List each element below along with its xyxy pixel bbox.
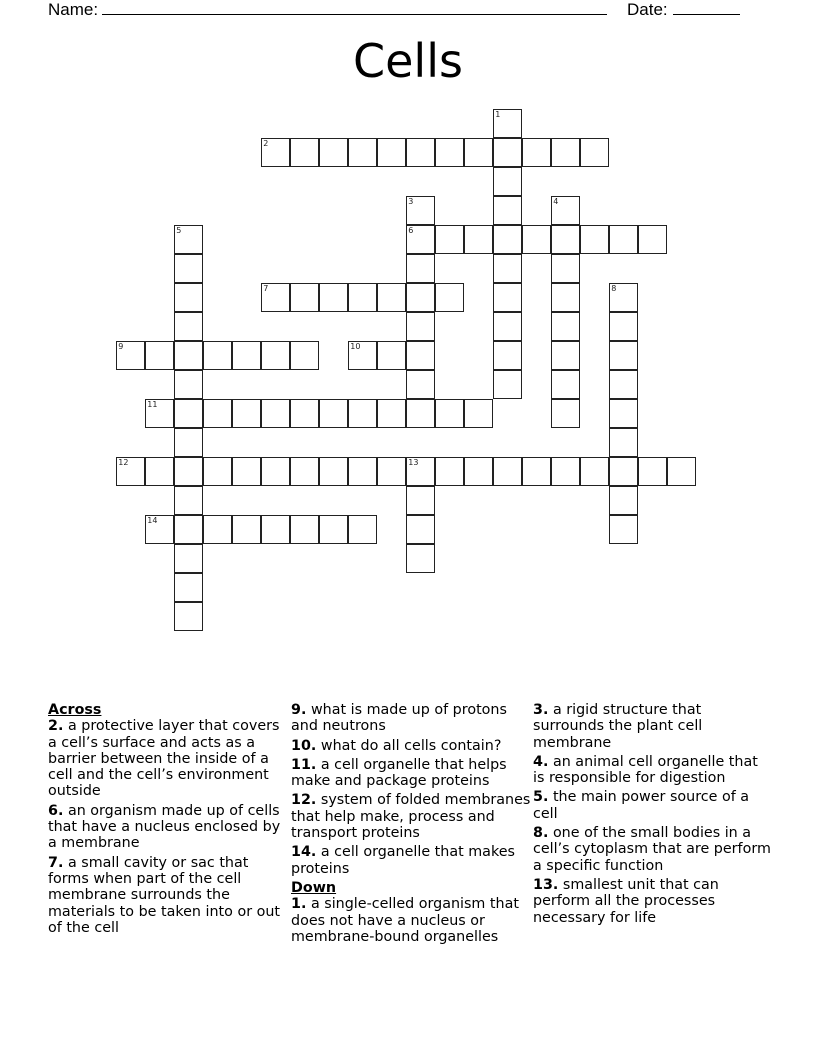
grid-cell[interactable] <box>348 138 377 167</box>
grid-cell[interactable] <box>609 428 638 457</box>
grid-cell[interactable] <box>522 225 551 254</box>
grid-cell[interactable] <box>609 457 638 486</box>
name-label: Name: <box>48 0 99 19</box>
grid-cell[interactable] <box>580 138 609 167</box>
grid-cell[interactable] <box>406 341 435 370</box>
clue-number: 4 <box>553 197 559 207</box>
clue-down-1: 1. a single-celled organism that does not have a nucleus or membrane-bound organelles <box>291 896 519 945</box>
clue-across-14: 14. a cell organelle that makes proteins <box>291 844 515 877</box>
grid-cell[interactable] <box>174 486 203 515</box>
clue-number: 2 <box>263 139 269 149</box>
clue-across-2: 2. a protective layer that covers a cell’s surface and acts as a barrier between the inside of a cell and the cell’s environment outside <box>48 718 280 800</box>
grid-cell[interactable] <box>261 283 290 312</box>
clue-across-6: 6. an organism made up of cells that have a nucleus enclosed by a membrane <box>48 802 281 852</box>
clue-down-8: 8. one of the small bodies in a cell’s cytoplasm that are perform a specific function <box>533 825 771 874</box>
grid-cell[interactable] <box>667 457 696 486</box>
date-label: Date: <box>627 0 668 19</box>
grid-cell[interactable] <box>435 138 464 167</box>
grid-cell[interactable] <box>406 254 435 283</box>
across-heading: Across <box>48 702 102 718</box>
grid-cell[interactable] <box>203 457 232 486</box>
clue-number: 6 <box>408 226 414 236</box>
grid-cell[interactable] <box>551 225 580 254</box>
page-title: Cells <box>353 34 463 88</box>
grid-cell[interactable] <box>348 399 377 428</box>
grid-cell[interactable] <box>580 457 609 486</box>
grid-cell[interactable] <box>116 457 145 486</box>
grid-cell[interactable] <box>232 515 261 544</box>
grid-cell[interactable] <box>493 109 522 138</box>
grid-cell[interactable] <box>493 370 522 399</box>
grid-cell[interactable] <box>406 544 435 573</box>
grid-cell[interactable] <box>551 283 580 312</box>
clue-across-12: 12. system of folded membranes that help make, process and transport proteins <box>291 792 531 842</box>
grid-cell[interactable] <box>174 602 203 631</box>
grid-cell[interactable] <box>406 138 435 167</box>
grid-cell[interactable] <box>609 225 638 254</box>
grid-cell[interactable] <box>493 225 522 254</box>
grid-cell[interactable] <box>493 457 522 486</box>
grid-cell[interactable] <box>348 457 377 486</box>
grid-cell[interactable] <box>551 370 580 399</box>
clue-across-11: 11. a cell organelle that helps make and package proteins <box>291 756 507 790</box>
grid-cell[interactable] <box>551 457 580 486</box>
clues-column-2 <box>291 702 531 948</box>
grid-cell[interactable] <box>493 312 522 341</box>
grid-cell[interactable] <box>319 283 348 312</box>
grid-cell[interactable] <box>464 138 493 167</box>
grid-cell[interactable] <box>261 138 290 167</box>
grid-cell[interactable] <box>261 515 290 544</box>
grid-cell[interactable] <box>261 399 290 428</box>
grid-cell[interactable] <box>203 399 232 428</box>
grid-cell[interactable] <box>203 515 232 544</box>
grid-cell[interactable] <box>638 457 667 486</box>
grid-cell[interactable] <box>348 341 377 370</box>
grid-cell[interactable] <box>406 312 435 341</box>
grid-cell[interactable] <box>174 312 203 341</box>
grid-cell[interactable] <box>464 457 493 486</box>
grid-cell[interactable] <box>406 486 435 515</box>
grid-cell[interactable] <box>377 138 406 167</box>
grid-cell[interactable] <box>406 283 435 312</box>
grid-cell[interactable] <box>406 457 435 486</box>
grid-cell[interactable] <box>493 138 522 167</box>
grid-cell[interactable] <box>348 515 377 544</box>
grid-cell[interactable] <box>609 399 638 428</box>
clue-number: 14 <box>147 516 158 526</box>
grid-cell[interactable] <box>377 283 406 312</box>
grid-cell[interactable] <box>319 515 348 544</box>
grid-cell[interactable] <box>522 138 551 167</box>
grid-cell[interactable] <box>232 399 261 428</box>
grid-cell[interactable] <box>145 515 174 544</box>
grid-cell[interactable] <box>174 544 203 573</box>
grid-cell[interactable] <box>638 225 667 254</box>
grid-cell[interactable] <box>232 341 261 370</box>
grid-cell[interactable] <box>261 341 290 370</box>
grid-cell[interactable] <box>435 457 464 486</box>
clue-down-5: 5. the main power source of a cell <box>533 789 750 822</box>
grid-cell[interactable] <box>406 225 435 254</box>
grid-cell[interactable] <box>232 457 261 486</box>
grid-cell[interactable] <box>319 138 348 167</box>
down-heading: Down <box>291 879 337 896</box>
clue-number: 8 <box>611 284 617 294</box>
clue-down-3: 3. a rigid structure that surrounds the plant cell membrane <box>533 702 703 751</box>
grid-cell[interactable] <box>609 341 638 370</box>
grid-cell[interactable] <box>203 341 232 370</box>
grid-cell[interactable] <box>551 399 580 428</box>
grid-cell[interactable] <box>174 254 203 283</box>
grid-cell[interactable] <box>290 399 319 428</box>
grid-cell[interactable] <box>377 399 406 428</box>
clue-across-9: 9. what is made up of protons and neutrons <box>291 702 507 735</box>
grid-cell[interactable] <box>116 341 145 370</box>
grid-cell[interactable] <box>145 341 174 370</box>
grid-cell[interactable] <box>174 573 203 602</box>
grid-cell[interactable] <box>174 370 203 399</box>
clues-column-3 <box>533 702 773 929</box>
grid-cell[interactable] <box>435 283 464 312</box>
grid-cell[interactable] <box>290 457 319 486</box>
grid-cell[interactable] <box>290 138 319 167</box>
clues-column-1 <box>48 702 288 939</box>
grid-cell[interactable] <box>493 341 522 370</box>
grid-cell[interactable] <box>406 515 435 544</box>
grid-cell[interactable] <box>493 196 522 225</box>
grid-cell[interactable] <box>435 399 464 428</box>
grid-cell[interactable] <box>609 486 638 515</box>
grid-cell[interactable] <box>551 312 580 341</box>
grid-cell[interactable] <box>609 515 638 544</box>
grid-cell[interactable] <box>348 283 377 312</box>
grid-cell[interactable] <box>290 283 319 312</box>
grid-cell[interactable] <box>551 138 580 167</box>
grid-cell[interactable] <box>609 283 638 312</box>
grid-cell[interactable] <box>551 341 580 370</box>
grid-cell[interactable] <box>609 370 638 399</box>
grid-cell[interactable] <box>261 457 290 486</box>
grid-cell[interactable] <box>493 283 522 312</box>
grid-cell[interactable] <box>406 196 435 225</box>
grid-cell[interactable] <box>464 399 493 428</box>
clue-number: 11 <box>147 400 158 410</box>
clue-number: 7 <box>263 284 269 294</box>
grid-cell[interactable] <box>174 457 203 486</box>
grid-cell[interactable] <box>377 457 406 486</box>
grid-cell[interactable] <box>609 312 638 341</box>
grid-cell[interactable] <box>406 399 435 428</box>
grid-cell[interactable] <box>290 515 319 544</box>
clue-number: 3 <box>408 197 414 207</box>
grid-cell[interactable] <box>551 254 580 283</box>
grid-cell[interactable] <box>522 457 551 486</box>
clue-number: 10 <box>350 342 361 352</box>
grid-cell[interactable] <box>406 370 435 399</box>
grid-cell[interactable] <box>435 225 464 254</box>
grid-cell[interactable] <box>174 515 203 544</box>
grid-cell[interactable] <box>174 341 203 370</box>
clue-number: 1 <box>495 110 501 120</box>
clue-down-4: 4. an animal cell organelle that is responsible for digestion <box>533 753 758 787</box>
grid-cell[interactable] <box>290 341 319 370</box>
grid-cell[interactable] <box>377 341 406 370</box>
grid-cell[interactable] <box>580 225 609 254</box>
clue-across-10: 10. what do all cells contain? <box>291 737 502 754</box>
grid-cell[interactable] <box>319 399 348 428</box>
grid-cell[interactable] <box>464 225 493 254</box>
clue-number: 12 <box>118 458 129 468</box>
clue-down-13: 13. smallest unit that can perform all the processes necessary for life <box>533 876 719 926</box>
clue-number: 5 <box>176 226 182 236</box>
grid-cell[interactable] <box>174 428 203 457</box>
grid-cell[interactable] <box>145 399 174 428</box>
clue-number: 9 <box>118 342 124 352</box>
grid-cell[interactable] <box>493 254 522 283</box>
clue-across-7: 7. a small cavity or sac that forms when part of the cell membrane surrounds the materials to be taken into or out of the cell <box>48 854 281 936</box>
grid-cell[interactable] <box>174 283 203 312</box>
grid-cell[interactable] <box>319 457 348 486</box>
grid-cell[interactable] <box>174 225 203 254</box>
grid-cell[interactable] <box>493 167 522 196</box>
grid-cell[interactable] <box>145 457 174 486</box>
grid-cell[interactable] <box>551 196 580 225</box>
clue-number: 13 <box>408 458 419 468</box>
grid-cell[interactable] <box>174 399 203 428</box>
